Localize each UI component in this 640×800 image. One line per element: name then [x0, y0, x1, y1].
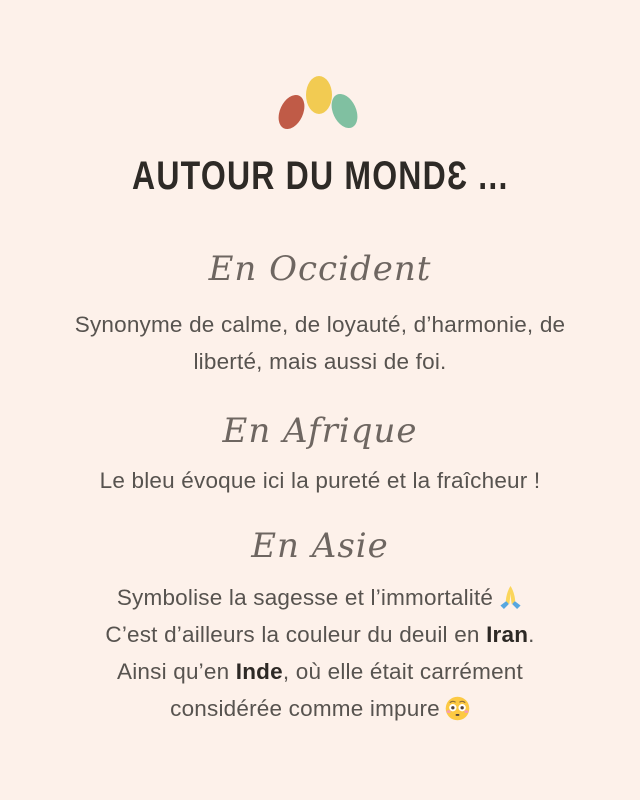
asie-line-iran-pre: C’est d’ailleurs la couleur du deuil en	[105, 622, 487, 647]
page-title: AUTOUR DU MONDƐ ...	[131, 154, 509, 198]
asie-line-iran	[64, 616, 576, 653]
asie-line-iran-post: .	[528, 622, 535, 647]
asie-line-wisdom-text: Symbolise la sagesse et l’immortalité	[116, 585, 494, 610]
flushed-face-emoji	[445, 696, 470, 721]
asie-line-inde	[64, 653, 576, 727]
section-afrique	[0, 380, 640, 499]
folded-hands-emoji	[498, 585, 523, 610]
egg-left-icon	[273, 91, 309, 133]
asie-line-inde-post: , où elle était carrément considérée comme impure	[170, 659, 523, 721]
section-text-afrique: Le bleu évoque ici la pureté et la fraîcheur !	[99, 468, 541, 493]
asie-bold-inde: Inde	[235, 659, 283, 684]
section-heading-afrique: En Afrique	[222, 411, 418, 451]
eggs-decoration	[274, 74, 366, 132]
section-heading-occident: En Occident	[208, 249, 432, 289]
asie-bold-iran: Iran	[486, 622, 529, 647]
section-occident	[0, 196, 640, 380]
section-text-asie	[64, 579, 576, 727]
section-text-occident: Synonyme de calme, de loyauté, d’harmonie, de liberté, mais aussi de foi.	[74, 312, 566, 374]
section-heading-asie: En Asie	[251, 526, 389, 566]
section-asie	[0, 499, 640, 727]
asie-line-wisdom	[64, 579, 576, 616]
asie-line-inde-pre: Ainsi qu’en	[117, 659, 236, 684]
egg-middle-icon	[306, 76, 332, 114]
